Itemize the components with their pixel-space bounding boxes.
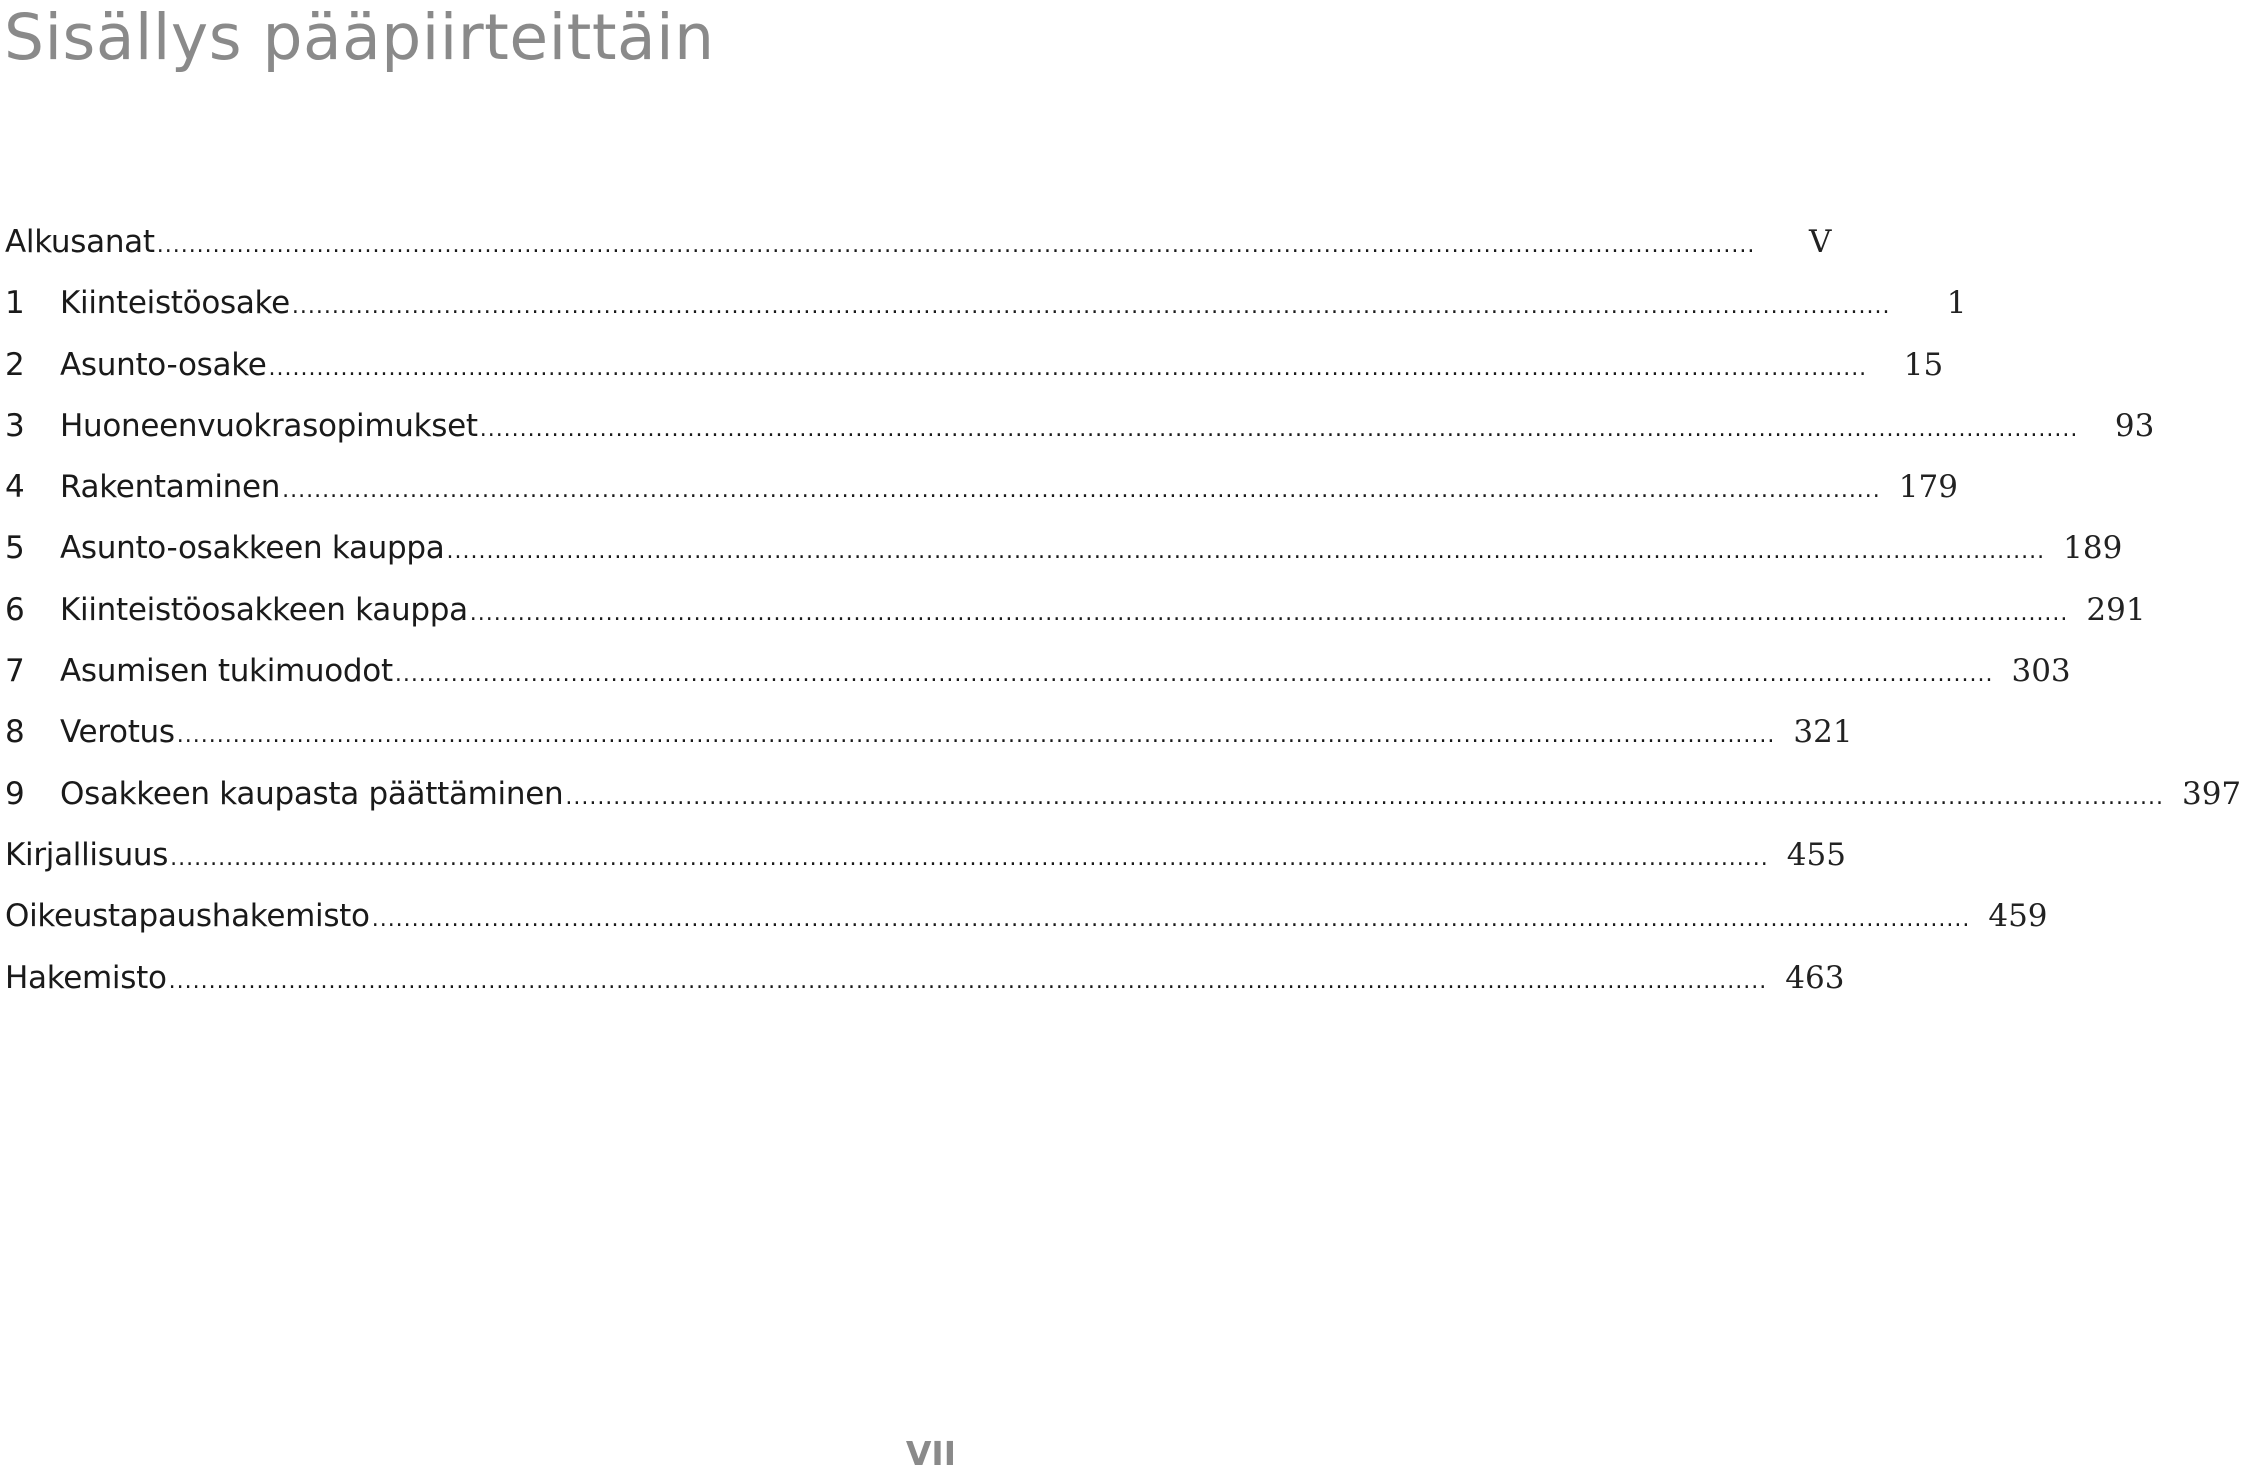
toc-entry-page: 291 — [2086, 591, 2146, 628]
toc-entry-number: 3 — [5, 407, 25, 444]
toc-entry-title: Oikeustapaushakemisto — [5, 898, 370, 935]
toc-leader-dots: ........................................................................................................................................................................................................ — [565, 784, 2164, 810]
toc-entry-number: 2 — [5, 346, 25, 383]
toc-entry-title: Osakkeen kaupasta päättäminen — [60, 775, 564, 812]
toc-entry-page: 397 — [2181, 775, 2241, 812]
toc-entry[interactable] — [5, 764, 2241, 825]
toc-entry-page: 189 — [2063, 530, 2123, 567]
toc-leader-dots: ........................................................................................................................................................................................................ — [394, 662, 1994, 688]
toc-entry-title: Rakentaminen — [60, 469, 281, 506]
toc-entry[interactable] — [5, 702, 1853, 763]
toc-entry-number: 8 — [5, 714, 25, 751]
toc-entry[interactable] — [5, 396, 2155, 457]
toc-entry-title: Kiinteistöosakkeen kauppa — [60, 591, 468, 628]
toc-entry[interactable] — [5, 212, 1832, 273]
toc-leader-dots: ........................................................................................................................................................................................................ — [446, 539, 2046, 565]
toc-leader-dots: ........................................................................................................................................................................................................ — [371, 907, 1971, 933]
toc-leader-dots: ........................................................................................................................................................................................................ — [291, 294, 1891, 320]
page-title: Sisällys pääpiirteittäin — [4, 1, 715, 74]
toc-entry-number: 9 — [5, 775, 25, 812]
toc-leader-dots: ........................................................................................................................................................................................................ — [469, 600, 2069, 626]
toc-entry-page: 455 — [1786, 836, 1846, 873]
toc-leader-dots: ........................................................................................................................................................................................................ — [168, 968, 1768, 994]
toc-entry-number: 4 — [5, 469, 25, 506]
toc-entry-title: Asunto-osake — [60, 346, 267, 383]
toc-entry[interactable] — [5, 641, 2071, 702]
toc-entry-title: Kirjallisuus — [5, 836, 169, 873]
toc-entry[interactable] — [5, 580, 2146, 641]
toc-leader-dots: ........................................................................................................................................................................................................ — [479, 416, 2079, 442]
toc-entry-page: 303 — [2011, 653, 2071, 690]
page-number: VII — [905, 1434, 956, 1473]
toc-entry-title: Alkusanat — [5, 224, 155, 260]
toc-entry-number: 6 — [5, 591, 25, 628]
toc-entry-title: Asunto-osakkeen kauppa — [60, 530, 445, 567]
toc-entry[interactable] — [5, 457, 1958, 518]
toc-leader-dots: ........................................................................................................................................................................................................ — [170, 845, 1769, 871]
toc-entry[interactable] — [5, 273, 1967, 334]
toc-entry-page: V — [1808, 224, 1832, 260]
toc-entry[interactable] — [5, 335, 1944, 396]
toc-entry-page: 15 — [1903, 346, 1944, 383]
toc-leader-dots: ........................................................................................................................................................................................................ — [176, 723, 1776, 749]
toc-entry-page: 179 — [1898, 469, 1958, 506]
toc-entry[interactable] — [5, 948, 1845, 1009]
toc-entry[interactable] — [5, 886, 2048, 947]
toc-entry-page: 459 — [1988, 898, 2048, 935]
toc-entry-title: Huoneenvuokrasopimukset — [60, 407, 478, 444]
toc-entry-page: 463 — [1785, 959, 1845, 996]
toc-entry-title: Asumisen tukimuodot — [60, 653, 393, 690]
toc-entry-number: 5 — [5, 530, 25, 567]
toc-entry-title: Hakemisto — [5, 959, 167, 996]
toc-entry-number: 1 — [5, 285, 25, 322]
toc-entry-page: 1 — [1946, 285, 1967, 322]
table-of-contents — [5, 212, 2241, 1009]
toc-entry-title: Kiinteistöosake — [60, 285, 290, 322]
toc-entry[interactable] — [5, 518, 2123, 579]
toc-leader-dots: ........................................................................................................................................................................................................ — [282, 478, 1881, 504]
toc-entry-page: 93 — [2114, 407, 2155, 444]
toc-entry-number: 7 — [5, 653, 25, 690]
toc-leader-dots: ........................................................................................................................................................................................................ — [156, 233, 1756, 258]
toc-entry-page: 321 — [1793, 714, 1853, 751]
toc-leader-dots: ........................................................................................................................................................................................................ — [268, 355, 1868, 381]
toc-entry[interactable] — [5, 825, 1846, 886]
toc-entry-title: Verotus — [60, 714, 175, 751]
